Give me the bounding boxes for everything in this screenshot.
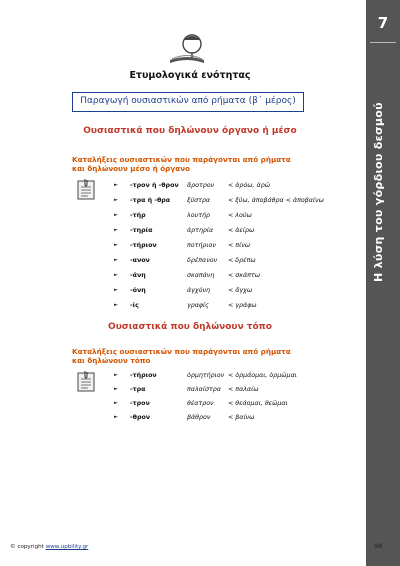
place-intro-line1: Καταλήξεις ουσιαστικών που παράγονται από ρήματα	[72, 347, 291, 356]
bullet-arrow-icon: ►	[114, 197, 118, 203]
section-label: Ετυμολογικά ενότητας	[129, 70, 251, 81]
derivation: < λούω	[228, 212, 252, 219]
suffix: -τήριον	[130, 242, 157, 249]
example-noun: ὁρμητήριον	[187, 372, 225, 379]
note-paper-icon	[76, 370, 96, 392]
list-item	[114, 225, 364, 236]
list-item	[114, 412, 364, 423]
bullet-arrow-icon: ►	[114, 414, 118, 420]
place-section-title: Ουσιαστικά που δηλώνουν τόπο	[108, 322, 272, 332]
list-item	[114, 195, 364, 206]
derivation: < ἄγχω	[228, 287, 253, 294]
derivation: < ἀρόω, ἀρῶ	[228, 182, 270, 189]
suffix: -τρον ή -θρον	[130, 182, 179, 189]
page-number: 98	[374, 542, 383, 550]
list-item	[114, 210, 364, 221]
example-noun: ἀρτηρία	[187, 227, 214, 234]
suffix: -τρον	[130, 400, 150, 407]
example-noun: γραφίς	[187, 302, 209, 309]
publisher-link[interactable]: www.upbility.gr	[45, 544, 89, 550]
list-item	[114, 255, 364, 266]
suffix: -τρα ή -θρα	[130, 197, 171, 204]
suffix: -ανον	[130, 257, 150, 264]
suffix: -τηρία	[130, 227, 153, 234]
note-paper-icon	[76, 178, 96, 200]
derivation: < θεάομαι, θεῶμαι	[228, 400, 288, 407]
place-intro	[72, 347, 312, 365]
instrument-intro	[72, 155, 312, 173]
suffix: -θρον	[130, 414, 151, 421]
bullet-arrow-icon: ►	[114, 242, 118, 248]
chapter-side-title: Η λύση του γόρδιου δεσμού	[372, 102, 385, 282]
suffix: -όνη	[130, 287, 146, 294]
example-noun: ἄροτρον	[187, 182, 215, 189]
list-item	[114, 300, 364, 311]
bullet-arrow-icon: ►	[114, 400, 118, 406]
bullet-arrow-icon: ►	[114, 386, 118, 392]
example-noun: θέατρον	[187, 400, 214, 407]
bullet-arrow-icon: ►	[114, 227, 118, 233]
example-noun: ἀγχόνη	[187, 287, 210, 294]
bullet-arrow-icon: ►	[114, 182, 118, 188]
copyright-notice	[10, 544, 88, 550]
derivation: < παλαίω	[228, 386, 259, 393]
chapter-number: 7	[377, 14, 389, 32]
derivation: < ξύω, ἀποβάθρα < ἀποβαίνω	[228, 197, 324, 204]
derivation: < γράφω	[228, 302, 257, 309]
place-intro-line2: και δηλώνουν τόπο	[72, 356, 151, 365]
bullet-arrow-icon: ►	[114, 302, 118, 308]
suffix: -ίς	[130, 302, 139, 309]
list-item	[114, 240, 364, 251]
bullet-arrow-icon: ►	[114, 287, 118, 293]
example-noun: ποτήριον	[187, 242, 216, 249]
derivation: < ὁρμάομαι, ὁρμῶμαι	[228, 372, 297, 379]
list-item	[114, 180, 364, 191]
suffix: -άνη	[130, 272, 146, 279]
bullet-arrow-icon: ►	[114, 272, 118, 278]
suffix: -τρα	[130, 386, 146, 393]
suffix: -τήριον	[130, 372, 157, 379]
example-noun: ξύστρα	[187, 197, 211, 204]
derivation: < βαίνω	[228, 414, 255, 421]
example-noun: λουτήρ	[187, 212, 211, 219]
instrument-intro-line2: και δηλώνουν μέσο ή όργανο	[72, 164, 190, 173]
list-item	[114, 370, 364, 381]
example-noun: δρέπανον	[187, 257, 218, 264]
instrument-section-title: Ουσιαστικά που δηλώνουν όργανο ή μέσο	[83, 126, 297, 136]
derivation: < σκάπτω	[228, 272, 260, 279]
chapter-divider	[370, 42, 396, 43]
list-item	[114, 384, 364, 395]
suffix: -τήρ	[130, 212, 146, 219]
list-item	[114, 285, 364, 296]
example-noun: σκαπάνη	[187, 272, 215, 279]
list-item	[114, 270, 364, 281]
example-noun: παλαίστρα	[187, 386, 221, 393]
derivation: < ἀείρω	[228, 227, 255, 234]
derivation: < δρέπω	[228, 257, 256, 264]
copyright-prefix: © copyright	[10, 544, 44, 550]
book-lamp-logo	[166, 30, 208, 68]
example-noun: βάθρον	[187, 414, 211, 421]
bullet-arrow-icon: ►	[114, 372, 118, 378]
derivation: < πίνω	[228, 242, 250, 249]
bullet-arrow-icon: ►	[114, 257, 118, 263]
instrument-intro-line1: Καταλήξεις ουσιαστικών που παράγονται από ρήματα	[72, 155, 291, 164]
bullet-arrow-icon: ►	[114, 212, 118, 218]
list-item	[114, 398, 364, 409]
topic-title: Παραγωγή ουσιαστικών από ρήματα (β΄ μέρος)	[72, 92, 304, 112]
